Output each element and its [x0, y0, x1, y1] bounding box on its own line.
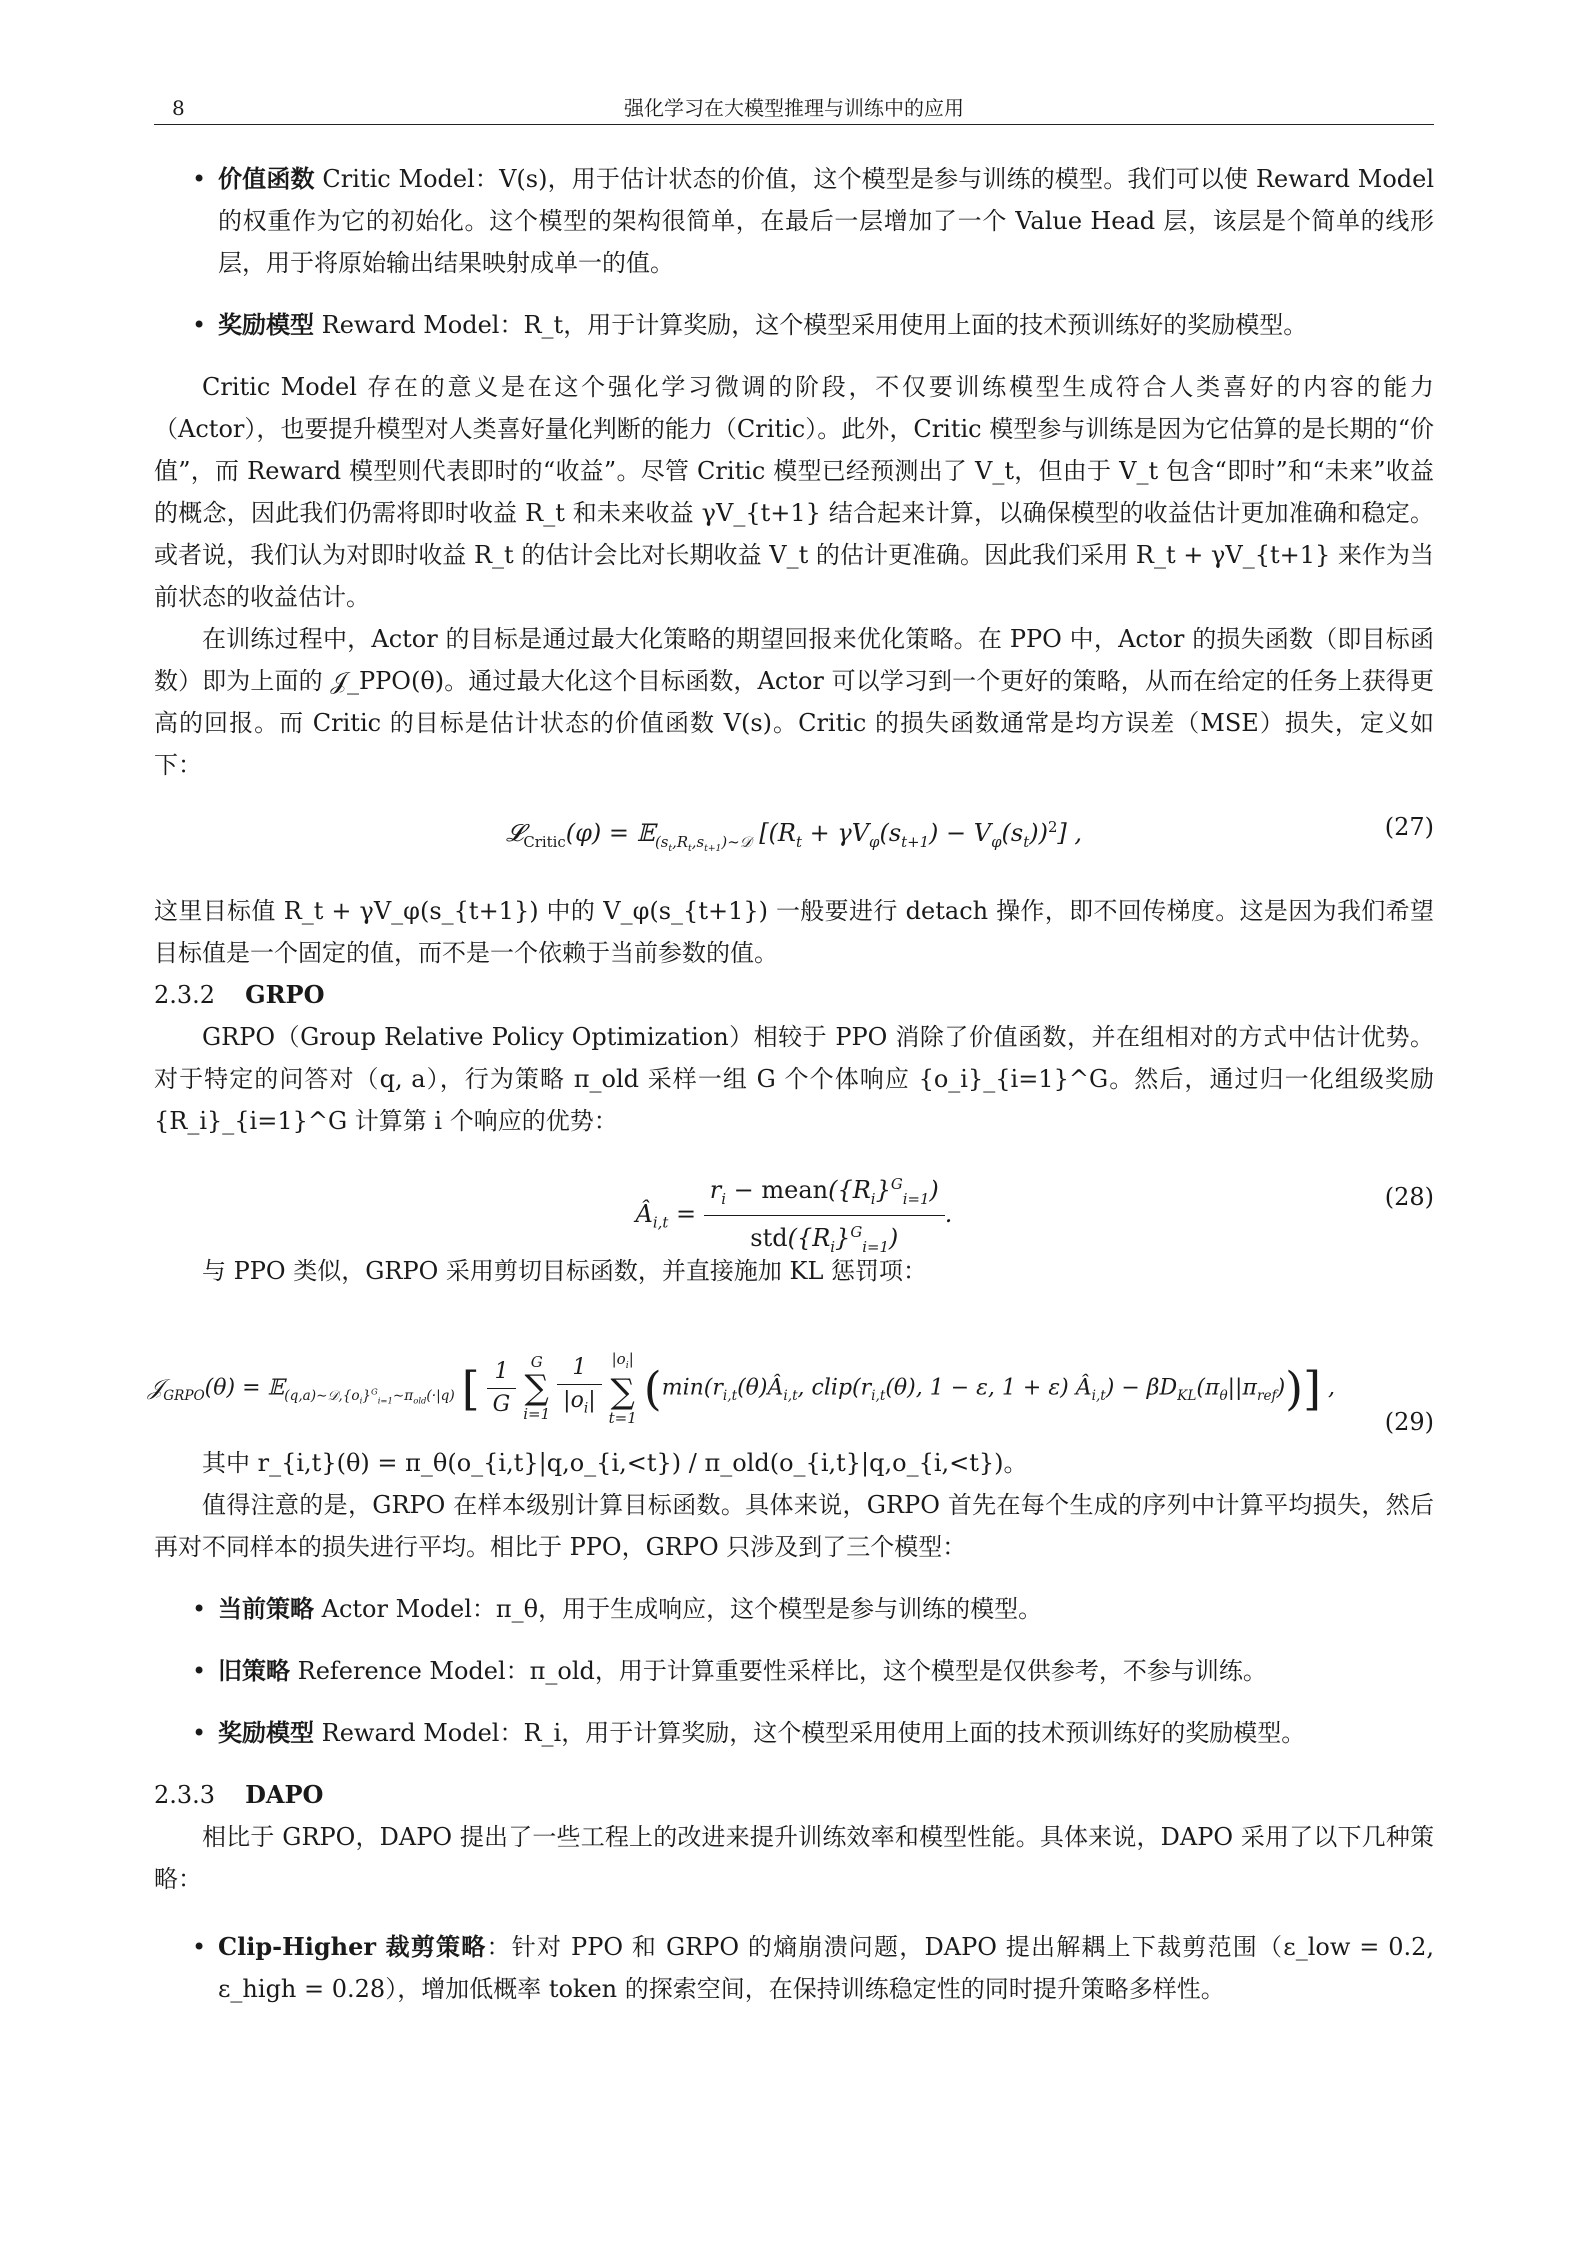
- paragraph-grpo-note: 值得注意的是，GRPO 在样本级别计算目标函数。具体来说，GRPO 首先在每个生成的序列中计算平均损失，然后再对不同样本的损失进行平均。相比于 PPO，GRPO 只涉及到了三个模型：: [154, 1490, 1434, 1561]
- bullet-term: 当前策略: [218, 1593, 314, 1623]
- bullet-dot-icon: •: [192, 165, 207, 193]
- equation-number: (29): [1384, 1407, 1434, 1436]
- bullet-reference-model: [154, 1650, 1434, 1692]
- paragraph-detach: 这里目标值 R_t + γV_φ(s_{t+1}) 中的 V_φ(s_{t+1}) 一般要进行 detach 操作，即不回传梯度。这是因为我们希望目标值是一个固定的值，而不是一个依赖于当前参数的值。: [154, 896, 1434, 967]
- bullet-dot-icon: •: [192, 1594, 207, 1623]
- bullet-text: Reference Model：π_old，用于计算重要性采样比，这个模型是仅供参考，不参与训练。: [290, 1656, 1267, 1685]
- paragraph-grpo-intro: GRPO（Group Relative Policy Optimization）相较于 PPO 消除了价值函数，并在组相对的方式中估计优势。对于特定的问答对（q, a），行为策略 π_old 采样一组 G 个个体响应 {o_i}_{i=1}^G。然后，通过归一化组级奖励 {R_i}_{i=1}^G 计算第 i 个响应的优势：: [154, 1022, 1434, 1135]
- equation-27: 𝓛$_{Critic}$(φ) = 𝔼$_{(s_t,R_t,s_{t+1})\sim 𝒟}$ $[(R_t + \gamma V_\varphi(s_{t+1}) - V_\varphi(s_t))^2]$ , (27): [154, 806, 1434, 870]
- section-title: DAPO: [245, 1779, 324, 1809]
- bullet-clip-higher: [154, 1926, 1434, 2010]
- page-number: 8: [172, 96, 185, 120]
- bullet-text: Reward Model：R_i，用于计算奖励，这个模型采用使用上面的技术预训练好的奖励模型。: [314, 1718, 1306, 1747]
- bullet-term: 奖励模型: [218, 1717, 314, 1747]
- bullet-dot-icon: •: [192, 1932, 207, 1961]
- page-body: [148, 158, 1435, 2010]
- section-heading-dapo: [154, 1774, 1434, 1816]
- bullet-dot-icon: •: [192, 311, 207, 339]
- bullet-reward-model-grpo: [154, 1712, 1434, 1754]
- section-number: 2.3.3: [154, 1780, 216, 1809]
- section-title: GRPO: [245, 979, 325, 1009]
- bullet-dot-icon: •: [192, 1718, 207, 1747]
- running-title: 强化学习在大模型推理与训练中的应用: [624, 96, 964, 120]
- bullet-dot-icon: •: [192, 1656, 207, 1685]
- section-number: 2.3.2: [154, 980, 216, 1009]
- bullet-term: Clip-Higher 裁剪策略: [218, 1931, 487, 1961]
- bullet-text: Reward Model：R_t，用于计算奖励，这个模型采用使用上面的技术预训练好的奖励模型。: [314, 311, 1308, 339]
- bullet-term: 旧策略: [218, 1655, 290, 1685]
- equation-number: (28): [1384, 1182, 1434, 1211]
- bullet-reward-model: [154, 304, 1434, 346]
- paragraph-where-ratio: 其中 r_{i,t}(θ) = π_θ(o_{i,t}|q,o_{i,<t}) / π_old(o_{i,t}|q,o_{i,<t})。: [202, 1448, 1028, 1477]
- equation-28: $Â_{i,t}$ = $\frac{r_i - mean(\{R_i\}^G_{i=1})}{std(\{R_i\}^G_{i=1})}$ . (28): [154, 1168, 1434, 1224]
- bullet-critic-model: [154, 158, 1434, 284]
- paragraph-training: 在训练过程中，Actor 的目标是通过最大化策略的期望回报来优化策略。在 PPO 中，Actor 的损失函数（即目标函数）即为上面的 𝒥_PPO(θ)。通过最大化这个目标函数，Actor 可以学习到一个更好的策略，从而在给定的任务上获得更高的回报。而 Critic 的目标是估计状态的价值函数 V(s)。Critic 的损失函数通常是均方误差（MSE）损失，定义如下：: [154, 625, 1434, 779]
- bullet-term: 价值函数: [218, 164, 315, 193]
- paragraph-critic-meaning: Critic Model 存在的意义是在这个强化学习微调的阶段，不仅要训练模型生成符合人类喜好的内容的能力（Actor），也要提升模型对人类喜好量化判断的能力（Critic）。此外，Critic 模型参与训练是因为它估算的是长期的“价值”，而 Reward 模型则代表即时的“收益”。尽管 Critic 模型已经预测出了 V_t，但由于 V_t 包含“即时”和“未来”收益的概念，因此我们仍需将即时收益 R_t 和未来收益 γV_{t+1} 结合起来计算，以确保模型的收益估计更加准确和稳定。或者说，我们认为对即时收益 R_t 的估计会比对长期收益 V_t 的估计更准确。因此我们采用 R_t + γV_{t+1} 来作为当前状态的收益估计。: [154, 373, 1434, 611]
- bullet-text: Critic Model：V(s)，用于估计状态的价值，这个模型是参与训练的模型。我们可以使 Reward Model 的权重作为它的初始化。这个模型的架构很简单，在最后一层增加了一个 Value Head 层，该层是个简单的线形层，用于将原始输出结果映射成单一的值。: [218, 165, 1435, 277]
- equation-number: (27): [1384, 813, 1434, 841]
- bullet-text: Actor Model：π_θ，用于生成响应，这个模型是参与训练的模型。: [314, 1594, 1043, 1623]
- bullet-term: 奖励模型: [218, 310, 314, 339]
- equation-29: 𝒥$_{GRPO}$(θ) = 𝔼$_{(q,a)\sim 𝒟,\{o_i\}^G_{i=1}\sim\pi_{old}(\cdot|q)}$ [ $\frac{1}{G}$ G ∑ i=1 $\frac{1}{|o_i|}$ $|o_i|$ ∑ t=1 ($\min(r_{i,t}(\theta)Â_{i,t}$, $clip(r_{i,t}(\theta)$, 1 − ε, 1 + ε) $Â_{i,t}) - \beta D_{KL}(\pi_\theta||\pi_{ref})$)] , (29): [148, 1349, 1434, 1436]
- bullet-actor-model: [154, 1588, 1434, 1630]
- section-heading-grpo: [154, 974, 1434, 1016]
- paragraph-grpo-similar: 与 PPO 类似，GRPO 采用剪切目标函数，并直接施加 KL 惩罚项：: [202, 1256, 928, 1285]
- running-header: [154, 92, 1434, 125]
- paragraph-dapo-intro: 相比于 GRPO，DAPO 提出了一些工程上的改进来提升训练效率和模型性能。具体来说，DAPO 采用了以下几种策略：: [154, 1822, 1434, 1893]
- bullet-text: ：针对 PPO 和 GRPO 的熵崩溃问题，DAPO 提出解耦上下裁剪范围（ε_low = 0.2, ε_high = 0.28），增加低概率 token 的探索空间，在保持训练稳定性的同时提升策略多样性。: [218, 1932, 1434, 2003]
